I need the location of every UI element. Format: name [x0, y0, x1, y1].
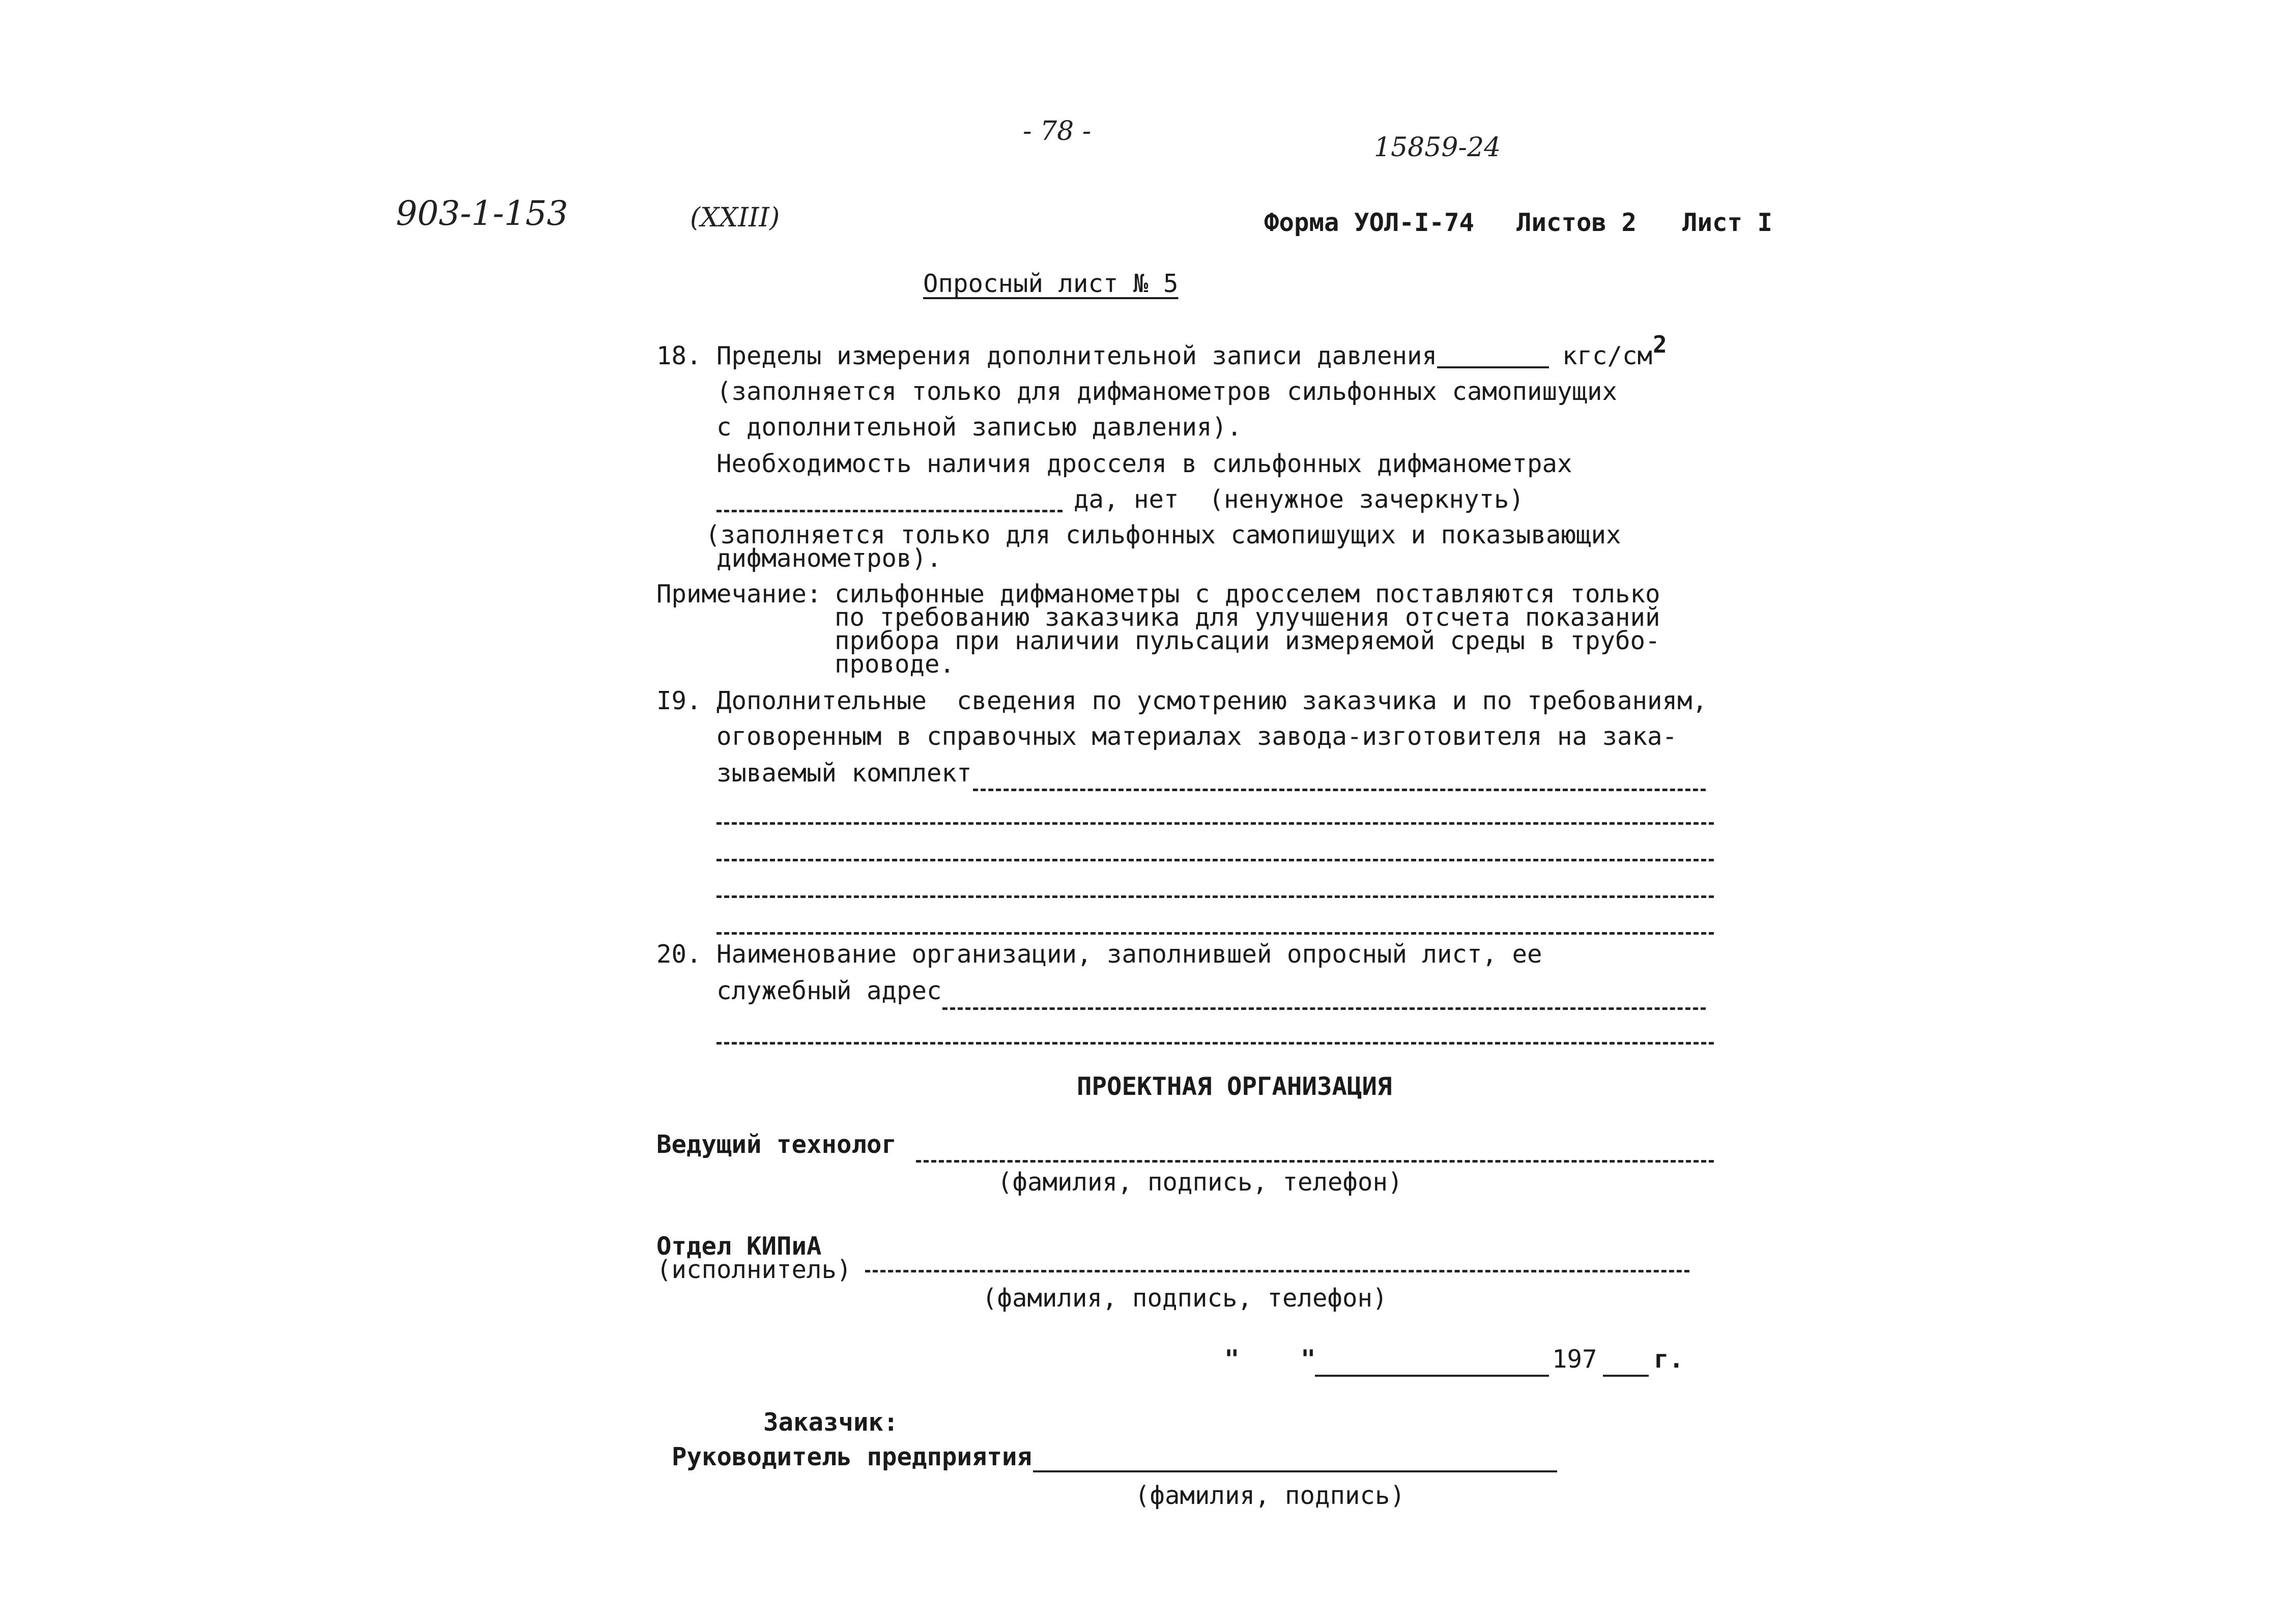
lead-technologist-label: Ведущий технолог [656, 1130, 897, 1159]
throttle-answer-blank [716, 510, 1063, 512]
note-line-4: проводе. [835, 650, 955, 679]
lead-technologist-hint: (фамилия, подпись, телефон) [997, 1168, 1403, 1197]
lead-technologist-blank [916, 1160, 1714, 1163]
date-year-blank [1603, 1375, 1649, 1377]
item-19-line-2: оговоренным в справочных материалах завода-изготовителя на зака- [716, 722, 1678, 751]
date-year-suffix: г. [1654, 1345, 1684, 1374]
date-year-prefix: 197 [1552, 1345, 1597, 1374]
pressure-unit: кгс/см [1562, 341, 1653, 370]
item-20-number: 20. [656, 940, 702, 969]
item-19-number: I9. [656, 686, 702, 715]
volume-number: (XXIII) [690, 202, 780, 233]
kip-executor-label: (исполнитель) [656, 1255, 852, 1284]
date-close-quote: " [1301, 1345, 1316, 1374]
sheet-number: Лист I [1682, 208, 1773, 237]
customer-label: Заказчик: [763, 1408, 899, 1437]
throttle-question: Необходимость наличия дросселя в сильфонных дифманометрах [716, 449, 1572, 478]
pressure-range-blank [1437, 366, 1549, 368]
page-number: - 78 - [1023, 116, 1092, 147]
note-line-2: по требованию заказчика для улучшения отсчета показаний [835, 603, 1660, 632]
date-blank [1315, 1375, 1549, 1377]
item-18-number: 18. [656, 341, 702, 370]
enterprise-head-blank [1033, 1470, 1557, 1472]
kip-executor-blank [865, 1270, 1689, 1272]
note-line-3: прибора при наличии пульсации измеряемой среды в трубо- [835, 626, 1660, 655]
item-18-text: Пределы измерения дополнительной записи давления [716, 341, 1438, 370]
enterprise-head-label: Руководитель предприятия [672, 1442, 1032, 1471]
note-label: Примечание: [656, 579, 822, 608]
note-line-1: сильфонные дифманометры с дросселем поставляются только [835, 579, 1660, 608]
additional-info-blank-5 [716, 932, 1714, 935]
organization-address-blank-2 [716, 1042, 1714, 1045]
item-18-note-1: (заполняется только для дифманометров сильфонных самопишущих [716, 377, 1618, 406]
project-organization-heading: ПРОЕКТНАЯ ОРГАНИЗАЦИЯ [1077, 1072, 1392, 1101]
item-19-line-3: зываемый комплект [716, 759, 972, 788]
additional-info-blank-3 [716, 859, 1714, 861]
kip-department-label: Отдел КИПиА [656, 1232, 822, 1261]
item-18-note-2: с дополнительной записью давления). [716, 413, 1242, 442]
project-code: 903-1-153 [396, 194, 568, 233]
additional-info-blank-2 [716, 822, 1714, 825]
document-title: Опросный лист № 5 [923, 269, 1179, 298]
item-19-line-1: Дополнительные сведения по усмотрению заказчика и по требованиям, [716, 686, 1708, 715]
throttle-options: да, нет (ненужное зачеркнуть) [1074, 485, 1525, 514]
unit-superscript: 2 [1653, 331, 1667, 358]
date-open-quote: " [1224, 1345, 1240, 1374]
item-20-line-1: Наименование организации, заполнившей опросный лист, ее [716, 940, 1542, 969]
additional-info-blank-4 [716, 895, 1714, 898]
item-18-note-4: дифманометров). [716, 544, 942, 573]
sheets-total: Листов 2 [1516, 208, 1637, 237]
enterprise-head-hint: (фамилия, подпись) [1135, 1481, 1405, 1510]
organization-address-blank-1 [942, 1007, 1706, 1010]
kip-executor-hint: (фамилия, подпись, телефон) [982, 1284, 1388, 1313]
form-code: Форма УОЛ-I-74 [1264, 208, 1475, 237]
additional-info-blank-1 [973, 789, 1706, 791]
document-code: 15859-24 [1374, 132, 1501, 163]
item-20-line-2: служебный адрес [716, 976, 942, 1005]
item-18-note-3: (заполняется только для сильфонных самопишущих и показывающих [705, 520, 1621, 549]
